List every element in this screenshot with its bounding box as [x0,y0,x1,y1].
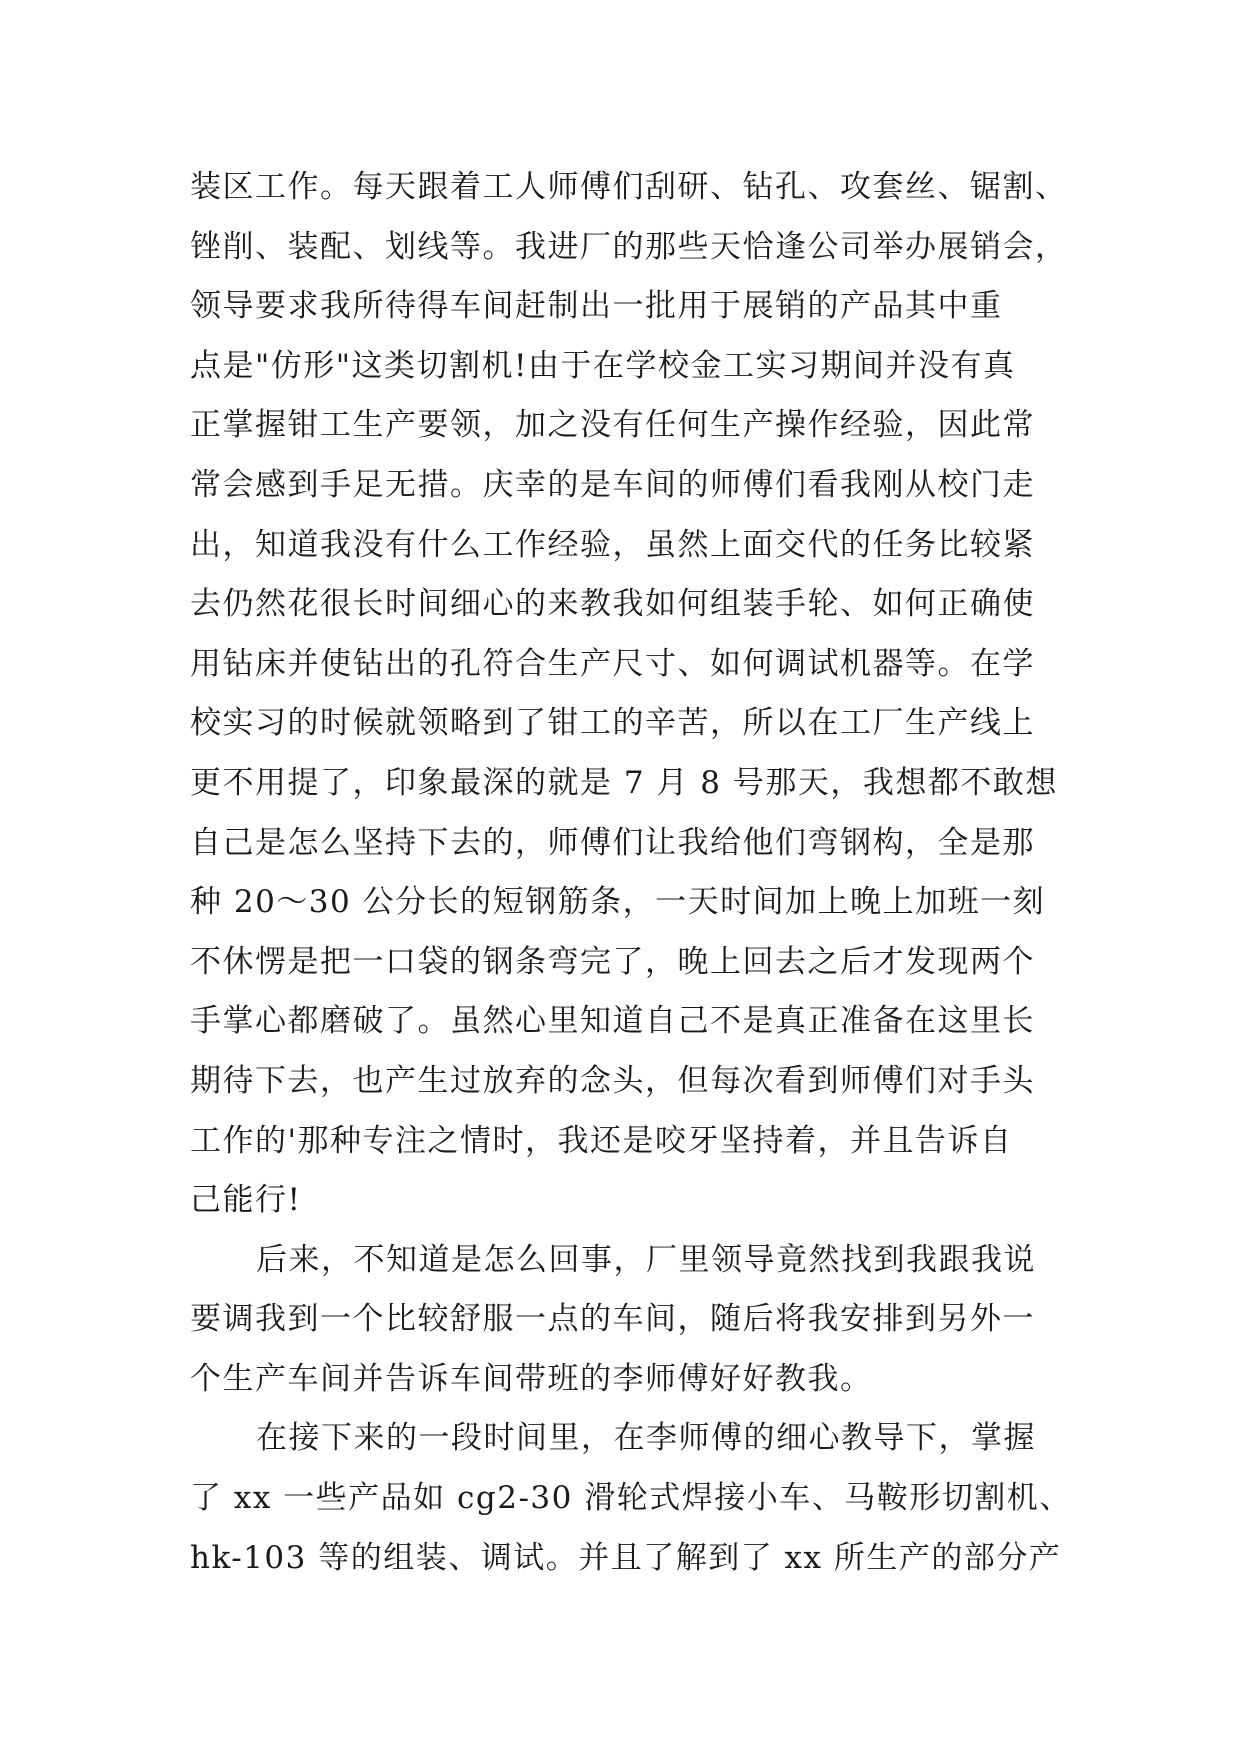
text-line: 要调我到一个比较舒服一点的车间，随后将我安排到另外一 [190,1301,1035,1338]
text-line: 用钻床并使钻出的孔符合生产尺寸、如何调试机器等。在学 [190,645,1035,682]
text-line: 期待下去，也产生过放弃的念头，但每次看到师傅们对手头 [190,1062,1035,1099]
text-line: 校实习的时候就领略到了钳工的辛苦，所以在工厂生产线上 [190,705,1035,742]
text-line: 点是"仿形"这类切割机!由于在学校金工实习期间并没有真 [190,347,1016,384]
body-text [190,158,1070,1588]
text-line: 种 20～30 公分长的短钢筋条，一天时间加上晚上加班一刻 [190,884,1046,921]
text-line: 个生产车间并告诉车间带班的李师傅好好教我。 [190,1360,873,1397]
text-line: 出，知道我没有什么工作经验，虽然上面交代的任务比较紧 [190,526,1035,563]
text-line: 工作的'那种专注之情时，我还是咬牙坚持着，并且告诉自 [190,1122,1013,1159]
text-line: 了 xx 一些产品如 cg2-30 滑轮式焊接小车、马鞍形切割机、 [190,1480,1072,1517]
text-line: 己能行! [190,1182,302,1219]
text-line: 自己是怎么坚持下去的，师傅们让我给他们弯钢构，全是那 [190,824,1035,861]
text-line: hk-103 等的组装、调试。并且了解到了 xx 所生产的部分产 [190,1539,1062,1576]
paragraph-start-line: 后来，不知道是怎么回事，厂里领导竟然找到我跟我说 [256,1241,1036,1278]
text-line: 锉削、装配、划线等。我进厂的那些天恰逢公司举办展销会， [190,228,1068,265]
text-line: 装区工作。每天跟着工人师傅们刮研、钻孔、攻套丝、锯割、 [190,169,1068,205]
text-line: 不休愣是把一口袋的钢条弯完了，晚上回去之后才发现两个 [190,943,1035,980]
text-line: 领导要求我所待得车间赶制出一批用于展销的产品其中重 [190,288,1003,325]
text-line: 手掌心都磨破了。虽然心里知道自己不是真正准备在这里长 [190,1003,1035,1040]
text-line: 去仍然花很长时间细心的来教我如何组装手轮、如何正确使 [190,586,1035,623]
text-line: 更不用提了，印象最深的就是 7 月 8 号那天，我想都不敢想 [190,764,1058,801]
text-line: 正掌握钳工生产要领，加之没有任何生产操作经验，因此常 [190,407,1035,444]
paragraph-start-line: 在接下来的一段时间里，在李师傅的细心教导下，掌握 [256,1420,1036,1457]
text-line: 常会感到手足无措。庆幸的是车间的师傅们看我刚从校门走 [190,466,1035,503]
